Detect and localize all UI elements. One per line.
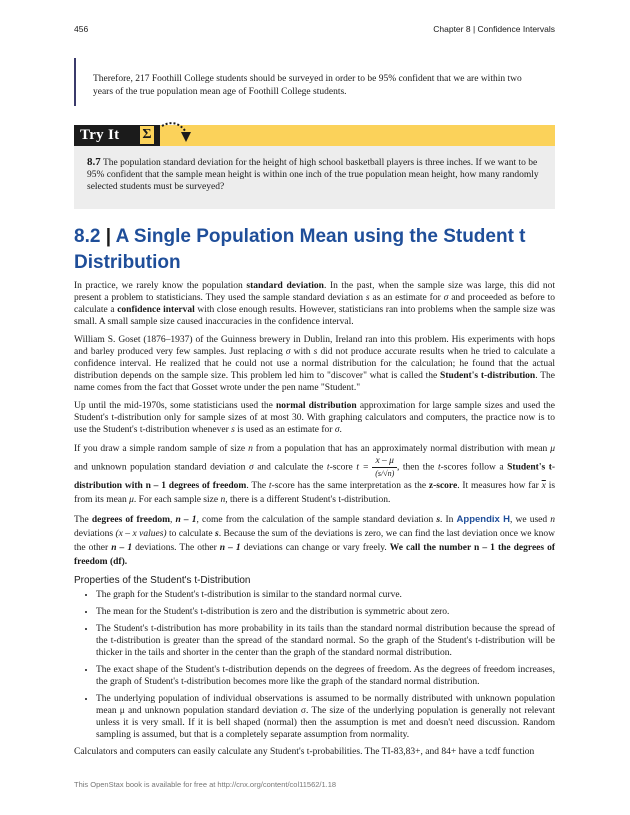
text: Up until the mid-1970s, some statisticians used the bbox=[74, 401, 273, 411]
term-t-distribution-df: Student's t-distribution with n – 1 degrees of freedom bbox=[74, 462, 556, 491]
footer: This OpenStax book is available for free at http://cnx.org/content/col11562/1.18 bbox=[74, 780, 337, 789]
list-item: • The graph for the Student's t-distribution is similar to the standard normal curve. bbox=[96, 589, 555, 601]
deviation-expression: (x – x values) bbox=[115, 529, 167, 539]
chapter-header: Chapter 8 | Confidence Intervals bbox=[433, 24, 555, 34]
var-x-bar: $\overline{x}$ bbox=[541, 481, 546, 491]
text: . bbox=[339, 425, 342, 435]
term-confidence-interval: confidence interval bbox=[117, 305, 195, 315]
text: is used as an estimate for bbox=[237, 425, 333, 435]
term-standard-deviation: standard deviation bbox=[246, 281, 324, 291]
var-s: s bbox=[231, 425, 235, 435]
var-mu: μ bbox=[550, 444, 556, 454]
text: . The bbox=[246, 481, 267, 491]
paragraph-1 bbox=[74, 280, 555, 328]
term-student-t: Student's t-distribution bbox=[440, 371, 536, 381]
text: . For each sample size bbox=[133, 495, 219, 505]
term-z-score: z-score bbox=[428, 481, 458, 491]
text: and calculate the bbox=[257, 462, 324, 473]
text: William S. Goset (1876–1937) of the Guinness brewery in Dublin, Ireland ran into this problem. His experiments with hops and barley produced very few samples. Just replacing bbox=[74, 335, 555, 357]
var-s: s bbox=[365, 293, 370, 303]
text: from a population that has an approximately normal distribution with mean bbox=[255, 444, 548, 454]
fraction-numerator: x – μ bbox=[372, 456, 397, 468]
var-n-minus-1: n – 1 bbox=[175, 515, 197, 525]
list-item: • The mean for the Student's t-distribution is zero and the distribution is symmetric about zero. bbox=[96, 606, 555, 618]
sigma-icon: Σ bbox=[140, 126, 154, 144]
paragraph-4 bbox=[74, 442, 555, 507]
term-normal-distribution: normal distribution bbox=[275, 401, 357, 411]
list-item: • The exact shape of the Student's t-distribution depends on the degrees of freedom. As the degrees of freedom increases, the graph of Student's t-distribution becomes more like the graph of the standard normal distribution. bbox=[96, 664, 555, 688]
var-sigma: σ bbox=[334, 425, 340, 435]
term-degrees-of-freedom: degrees of freedom bbox=[91, 515, 171, 525]
text: . Because the sum of the deviations is zero, we can find the last deviation once we know the other bbox=[74, 529, 556, 553]
var-mu: μ bbox=[129, 495, 134, 505]
text: approximation for large sample sizes and used the Student's t-distribution only for sample sizes of at most 30. With graphing calculators and computers, the practice now is to use the Student's t-distribution whenever bbox=[74, 401, 556, 435]
var-sigma: σ bbox=[285, 347, 291, 357]
text: is from its mean bbox=[74, 481, 556, 505]
exercise-number: 8.7 bbox=[87, 156, 101, 168]
var-sigma: σ bbox=[443, 293, 449, 303]
section-number: 8.2 bbox=[74, 226, 101, 247]
example-conclusion-callout bbox=[74, 58, 557, 106]
list-item: • The Student's t-distribution has more probability in its tails than the standard normal distribution because the spread of the t-distribution is greater than the spread of the standard normal. So the graph of the Student's t-distribution will be thicker in the tails and shorter in the center than the graph of the standard normal distribution. bbox=[96, 623, 555, 659]
dotted-arrow-icon bbox=[158, 118, 194, 146]
var-sigma: σ bbox=[248, 462, 254, 473]
text: and unknown population standard deviation bbox=[74, 462, 246, 473]
var-n: n bbox=[248, 444, 253, 454]
text: -score has the same interpretation as the bbox=[271, 481, 427, 491]
exercise-text: The population standard deviation for the height of high school basketball players is three inches. If we want to be 95% confident that the sample mean height is within one inch of the true population mean height, how many randomly selected students must be surveyed? bbox=[87, 158, 539, 192]
appendix-h-link[interactable]: Appendix H bbox=[456, 514, 511, 525]
var-s: s bbox=[313, 347, 318, 357]
var-s: s bbox=[436, 515, 441, 525]
callout-text: Therefore, 217 Foothill College students should be surveyed in order to be 95% confident that we are within two years of the true population mean age of Foothill College students. bbox=[93, 74, 522, 97]
df-definition: We call the number n – 1 the degrees of freedom (df). bbox=[74, 543, 556, 567]
section-separator: | bbox=[105, 226, 112, 247]
t-score-equals: t = bbox=[356, 462, 369, 473]
text: deviations. The other bbox=[135, 543, 217, 553]
try-it-text bbox=[74, 146, 555, 193]
var-n: n bbox=[550, 515, 555, 525]
text: -score bbox=[329, 462, 353, 473]
text: . The name comes from the fact that Gosset wrote under the pen name "Student." bbox=[74, 371, 555, 393]
text: as an estimate for bbox=[372, 293, 441, 303]
var-n: n bbox=[220, 495, 226, 505]
text: If you draw a simple random sample of size bbox=[74, 444, 246, 454]
text: . In bbox=[440, 515, 454, 525]
text: , come from the calculation of the sample standard deviation bbox=[196, 515, 434, 525]
var-s: s bbox=[215, 529, 219, 539]
try-it-label: Try It bbox=[74, 125, 160, 146]
properties-heading: Properties of the Student's t-Distribution bbox=[74, 575, 251, 586]
section-title: A Single Population Mean using the Student t Distribution bbox=[74, 226, 526, 273]
section-heading bbox=[74, 224, 555, 276]
var-t: t bbox=[437, 462, 441, 473]
text: with close enough results. However, statisticians ran into problems when the sample size was small. A small sample size caused inaccuracies in the confidence interval. bbox=[74, 305, 556, 327]
page-number: 456 bbox=[74, 24, 89, 34]
try-it-exercise bbox=[74, 146, 555, 209]
paragraph-3 bbox=[74, 400, 555, 436]
var-n-minus-1: n – 1 bbox=[111, 543, 133, 553]
text: did not produce accurate results when he tried to calculate a confidence interval. He realized that he could not use a normal distribution for the calculation; he found that the actual distribution depends on the sample size. This problem led him to "discover" what is called the bbox=[74, 347, 556, 381]
paragraph-5 bbox=[74, 513, 555, 569]
text: , there is a different Student's t-distribution. bbox=[225, 495, 391, 505]
text: The bbox=[74, 515, 89, 525]
list-item: • The underlying population of individual observations is assumed to be normally distributed with unknown population mean μ and unknown population standard deviation σ. The size of the underlying population is generally not relevant unless it is very small. If it is bell shaped (normal) then the assumption is met and doesn't need discussion. Random sampling is assumed, but that is a completely separate assumption from normality. bbox=[96, 693, 555, 741]
section-body bbox=[74, 280, 555, 764]
text: deviations can change or vary freely. bbox=[243, 543, 387, 553]
text: In practice, we rarely know the population bbox=[74, 281, 243, 291]
fraction-denominator: (s/√n) bbox=[375, 469, 395, 478]
t-score-fraction bbox=[372, 456, 397, 479]
var-n-minus-1: n – 1 bbox=[219, 543, 241, 553]
text: with bbox=[293, 347, 311, 357]
text: to calculate bbox=[169, 529, 213, 539]
text: . In the past, when the sample size was large, this did not present a problem to statisticians. They used the sample standard deviation bbox=[74, 281, 556, 303]
text: . It measures how far bbox=[457, 481, 539, 491]
paragraph-2 bbox=[74, 334, 555, 394]
text: , bbox=[170, 515, 173, 525]
text: deviations bbox=[74, 529, 114, 539]
properties-list bbox=[74, 589, 555, 741]
text: , we used bbox=[510, 515, 548, 525]
text: -scores follow a bbox=[440, 462, 504, 473]
var-t: t bbox=[326, 462, 330, 473]
var-t: t bbox=[268, 481, 272, 491]
text: and proceeded as before to calculate a bbox=[74, 293, 556, 315]
closing-paragraph: Calculators and computers can easily calculate any Student's t-probabilities. The TI-83,83+, and 84+ have a tcdf function bbox=[74, 747, 535, 757]
text: , then the bbox=[396, 462, 435, 473]
